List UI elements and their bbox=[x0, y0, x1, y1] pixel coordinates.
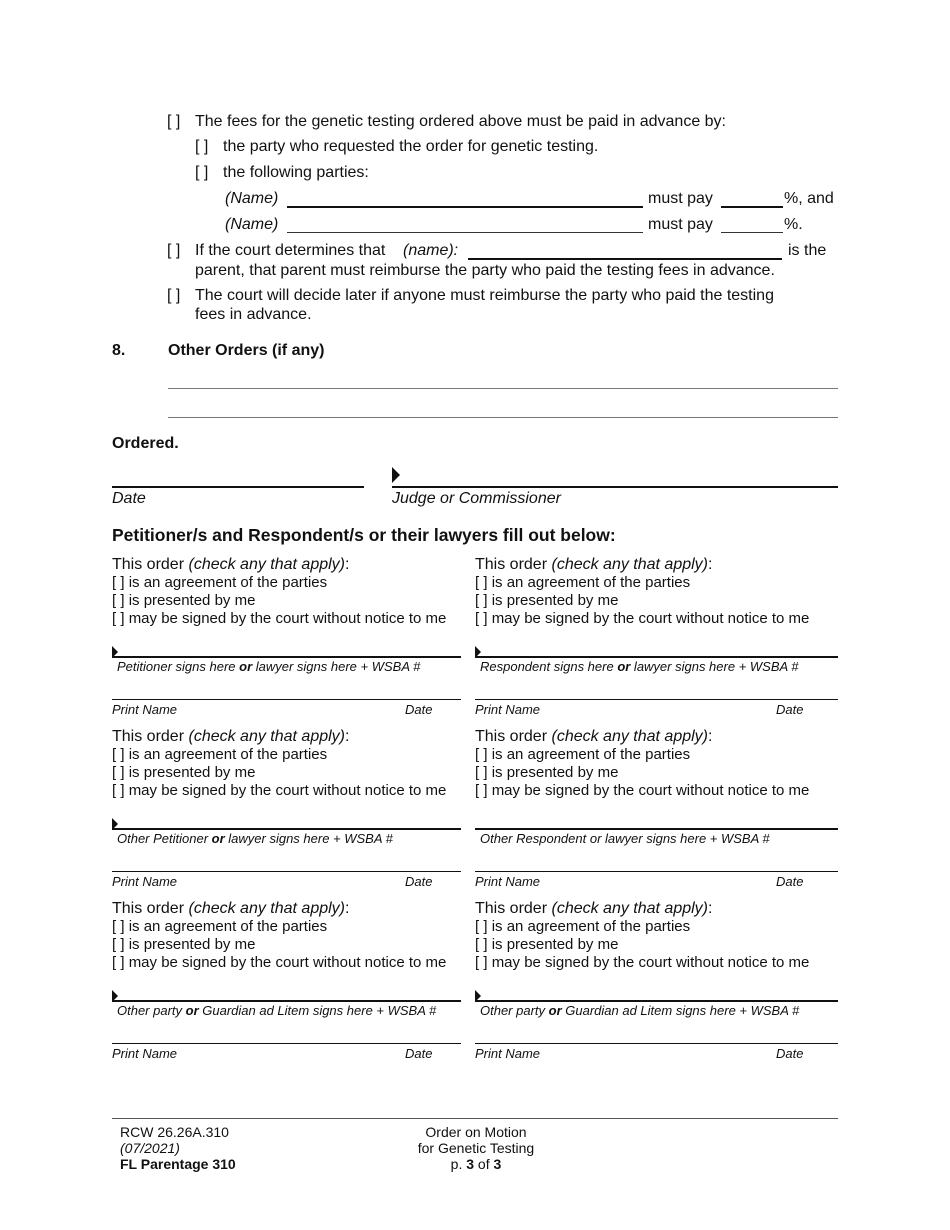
other-petitioner-signature-line[interactable] bbox=[112, 828, 461, 830]
ordered-title: Ordered. bbox=[112, 435, 179, 452]
block-opt2: is presented by me bbox=[491, 764, 619, 781]
fees-opt1-checkbox[interactable]: [ ] bbox=[195, 138, 209, 155]
block-heading-b: (check any that apply) bbox=[188, 900, 346, 917]
fees-opt2-checkbox[interactable]: [ ] bbox=[195, 164, 209, 181]
footer-title bbox=[376, 1124, 576, 1172]
block-checkbox[interactable]: [ ] bbox=[475, 936, 488, 953]
court-determines-checkbox[interactable]: [ ] bbox=[167, 242, 181, 259]
name-field-1[interactable] bbox=[287, 206, 643, 208]
footer-title-1: Order on Motion bbox=[425, 1124, 527, 1140]
footer-rule bbox=[112, 1118, 838, 1119]
other-orders-line-1[interactable] bbox=[168, 388, 838, 389]
block-opt1: is an agreement of the parties bbox=[491, 574, 691, 591]
print-name-label: Print Name bbox=[112, 874, 178, 889]
percent-field-2[interactable] bbox=[721, 232, 783, 233]
block-checkbox[interactable]: [ ] bbox=[112, 764, 125, 781]
print-name-label: Print Name bbox=[112, 1046, 178, 1061]
block-checkbox[interactable]: [ ] bbox=[475, 746, 488, 763]
other-respondent-signature-line[interactable] bbox=[475, 828, 838, 830]
section-8-number: 8. bbox=[112, 342, 126, 359]
block-checkbox[interactable]: [ ] bbox=[112, 592, 125, 609]
block-checkbox[interactable]: [ ] bbox=[112, 936, 125, 953]
footer-title-2: for Genetic Testing bbox=[417, 1140, 535, 1156]
block-checkbox[interactable]: [ ] bbox=[475, 782, 488, 799]
block-opt1: is an agreement of the parties bbox=[128, 746, 328, 763]
block-checkbox[interactable]: [ ] bbox=[475, 764, 488, 781]
block-opt2: is presented by me bbox=[128, 936, 256, 953]
other-party-print-name-line-right[interactable] bbox=[475, 1043, 838, 1044]
order-block-other-petitioner bbox=[112, 728, 472, 800]
footer-form-id: FL Parentage 310 bbox=[120, 1156, 236, 1172]
block-opt3: may be signed by the court without notice to me bbox=[128, 782, 447, 799]
pct-and: %, and bbox=[784, 190, 834, 207]
other-party-sign-label-right: Other party or Guardian ad Litem signs here + WSBA # bbox=[480, 1003, 800, 1018]
court-determines-name-label: (name): bbox=[403, 242, 459, 259]
judge-sign-arrow-icon bbox=[392, 467, 400, 483]
fees-checkbox[interactable]: [ ] bbox=[167, 113, 181, 130]
date-label: Date bbox=[405, 1046, 433, 1061]
petitioner-sign-label: Petitioner signs here or lawyer signs here + WSBA # bbox=[117, 659, 421, 674]
block-checkbox[interactable]: [ ] bbox=[475, 592, 488, 609]
block-heading-a: This order bbox=[475, 556, 548, 573]
other-party-sign-label-left: Other party or Guardian ad Litem signs here + WSBA # bbox=[117, 1003, 437, 1018]
block-heading-c: : bbox=[708, 728, 713, 745]
footer-rcw: RCW 26.26A.310 bbox=[120, 1124, 229, 1140]
later-text-b: fees in advance. bbox=[195, 306, 312, 323]
block-checkbox[interactable]: [ ] bbox=[475, 574, 488, 591]
order-block-other-party-left bbox=[112, 900, 472, 972]
block-checkbox[interactable]: [ ] bbox=[475, 610, 488, 627]
other-party-signature-line-left[interactable] bbox=[112, 1000, 461, 1002]
block-opt3: may be signed by the court without notice to me bbox=[128, 954, 447, 971]
block-heading-a: This order bbox=[112, 900, 185, 917]
block-heading-a: This order bbox=[475, 900, 548, 917]
court-determines-text-a: If the court determines that bbox=[195, 242, 386, 259]
block-opt3: may be signed by the court without notice to me bbox=[491, 610, 810, 627]
judge-signature-line[interactable] bbox=[392, 486, 838, 488]
section-8-title: Other Orders (if any) bbox=[168, 342, 325, 359]
petitioner-signature-line[interactable] bbox=[112, 656, 461, 658]
block-heading-a: This order bbox=[112, 728, 185, 745]
court-determines-text-c: parent, that parent must reimburse the party who paid the testing fees in advance. bbox=[195, 262, 775, 279]
block-opt2: is presented by me bbox=[128, 592, 256, 609]
block-checkbox[interactable]: [ ] bbox=[112, 610, 125, 627]
print-name-label: Print Name bbox=[475, 874, 541, 889]
fees-opt1-text: the party who requested the order for genetic testing. bbox=[223, 138, 599, 155]
block-checkbox[interactable]: [ ] bbox=[475, 954, 488, 971]
order-block-petitioner bbox=[112, 556, 472, 628]
respondent-sign-label: Respondent signs here or lawyer signs here + WSBA # bbox=[480, 659, 799, 674]
footer-revision: (07/2021) bbox=[120, 1140, 180, 1156]
ordered-date-line[interactable] bbox=[112, 486, 364, 488]
block-heading-c: : bbox=[345, 900, 350, 917]
must-pay-2: must pay bbox=[648, 216, 713, 233]
block-opt3: may be signed by the court without notice to me bbox=[128, 610, 447, 627]
parties-heading: Petitioner/s and Respondent/s or their lawyers fill out below: bbox=[112, 525, 616, 545]
other-orders-line-2[interactable] bbox=[168, 417, 838, 418]
other-party-print-name-line-left[interactable] bbox=[112, 1043, 461, 1044]
block-checkbox[interactable]: [ ] bbox=[475, 918, 488, 935]
judge-label: Judge or Commissioner bbox=[392, 490, 561, 507]
other-respondent-print-name-line[interactable] bbox=[475, 871, 838, 872]
print-name-label: Print Name bbox=[112, 702, 178, 717]
footer-page: p. 3 of 3 bbox=[450, 1156, 502, 1172]
fees-opt2-text: the following parties: bbox=[223, 164, 369, 181]
block-opt3: may be signed by the court without notice to me bbox=[491, 782, 810, 799]
block-opt1: is an agreement of the parties bbox=[491, 746, 691, 763]
date-label: Date bbox=[776, 874, 804, 889]
date-label: Date bbox=[405, 702, 433, 717]
later-checkbox[interactable]: [ ] bbox=[167, 287, 181, 304]
respondent-signature-line[interactable] bbox=[475, 656, 838, 658]
order-block-other-respondent bbox=[475, 728, 835, 800]
other-petitioner-sign-label: Other Petitioner or lawyer signs here + WSBA # bbox=[117, 831, 393, 846]
respondent-print-name-line[interactable] bbox=[475, 699, 838, 700]
block-opt1: is an agreement of the parties bbox=[128, 574, 328, 591]
pct-end: %. bbox=[784, 216, 803, 233]
block-heading-a: This order bbox=[475, 728, 548, 745]
block-checkbox[interactable]: [ ] bbox=[112, 954, 125, 971]
block-heading-b: (check any that apply) bbox=[188, 728, 346, 745]
petitioner-print-name-line[interactable] bbox=[112, 699, 461, 700]
block-opt2: is presented by me bbox=[491, 592, 619, 609]
must-pay-1: must pay bbox=[648, 190, 713, 207]
percent-field-1[interactable] bbox=[721, 206, 783, 208]
name-label-1: (Name) bbox=[225, 190, 279, 207]
date-label: Date bbox=[776, 1046, 804, 1061]
block-checkbox[interactable]: [ ] bbox=[112, 746, 125, 763]
block-heading-c: : bbox=[345, 728, 350, 745]
date-label: Date bbox=[405, 874, 433, 889]
fees-main-text: The fees for the genetic testing ordered above must be paid in advance by: bbox=[195, 113, 726, 130]
other-party-signature-line-right[interactable] bbox=[475, 1000, 838, 1002]
block-heading-a: This order bbox=[112, 556, 185, 573]
block-heading-c: : bbox=[708, 900, 713, 917]
block-opt3: may be signed by the court without notice to me bbox=[491, 954, 810, 971]
block-checkbox[interactable]: [ ] bbox=[112, 782, 125, 799]
other-petitioner-print-name-line[interactable] bbox=[112, 871, 461, 872]
later-text-a: The court will decide later if anyone must reimburse the party who paid the testing bbox=[195, 287, 774, 304]
print-name-label: Print Name bbox=[475, 702, 541, 717]
print-name-label: Print Name bbox=[475, 1046, 541, 1061]
block-heading-b: (check any that apply) bbox=[551, 900, 709, 917]
block-heading-c: : bbox=[708, 556, 713, 573]
name-field-2[interactable] bbox=[287, 232, 643, 233]
block-opt2: is presented by me bbox=[491, 936, 619, 953]
parent-name-field[interactable] bbox=[468, 258, 782, 260]
block-heading-b: (check any that apply) bbox=[551, 728, 709, 745]
court-determines-text-b: is the bbox=[788, 242, 827, 259]
block-heading-b: (check any that apply) bbox=[551, 556, 709, 573]
block-checkbox[interactable]: [ ] bbox=[112, 918, 125, 935]
block-heading-b: (check any that apply) bbox=[188, 556, 346, 573]
ordered-date-label: Date bbox=[112, 490, 146, 507]
block-opt1: is an agreement of the parties bbox=[128, 918, 328, 935]
name-label-2: (Name) bbox=[225, 216, 279, 233]
other-respondent-sign-label: Other Respondent or lawyer signs here + WSBA # bbox=[480, 831, 770, 846]
block-opt2: is presented by me bbox=[128, 764, 256, 781]
block-heading-c: : bbox=[345, 556, 350, 573]
order-block-other-party-right bbox=[475, 900, 835, 972]
block-checkbox[interactable]: [ ] bbox=[112, 574, 125, 591]
block-opt1: is an agreement of the parties bbox=[491, 918, 691, 935]
date-label: Date bbox=[776, 702, 804, 717]
order-block-respondent bbox=[475, 556, 835, 628]
